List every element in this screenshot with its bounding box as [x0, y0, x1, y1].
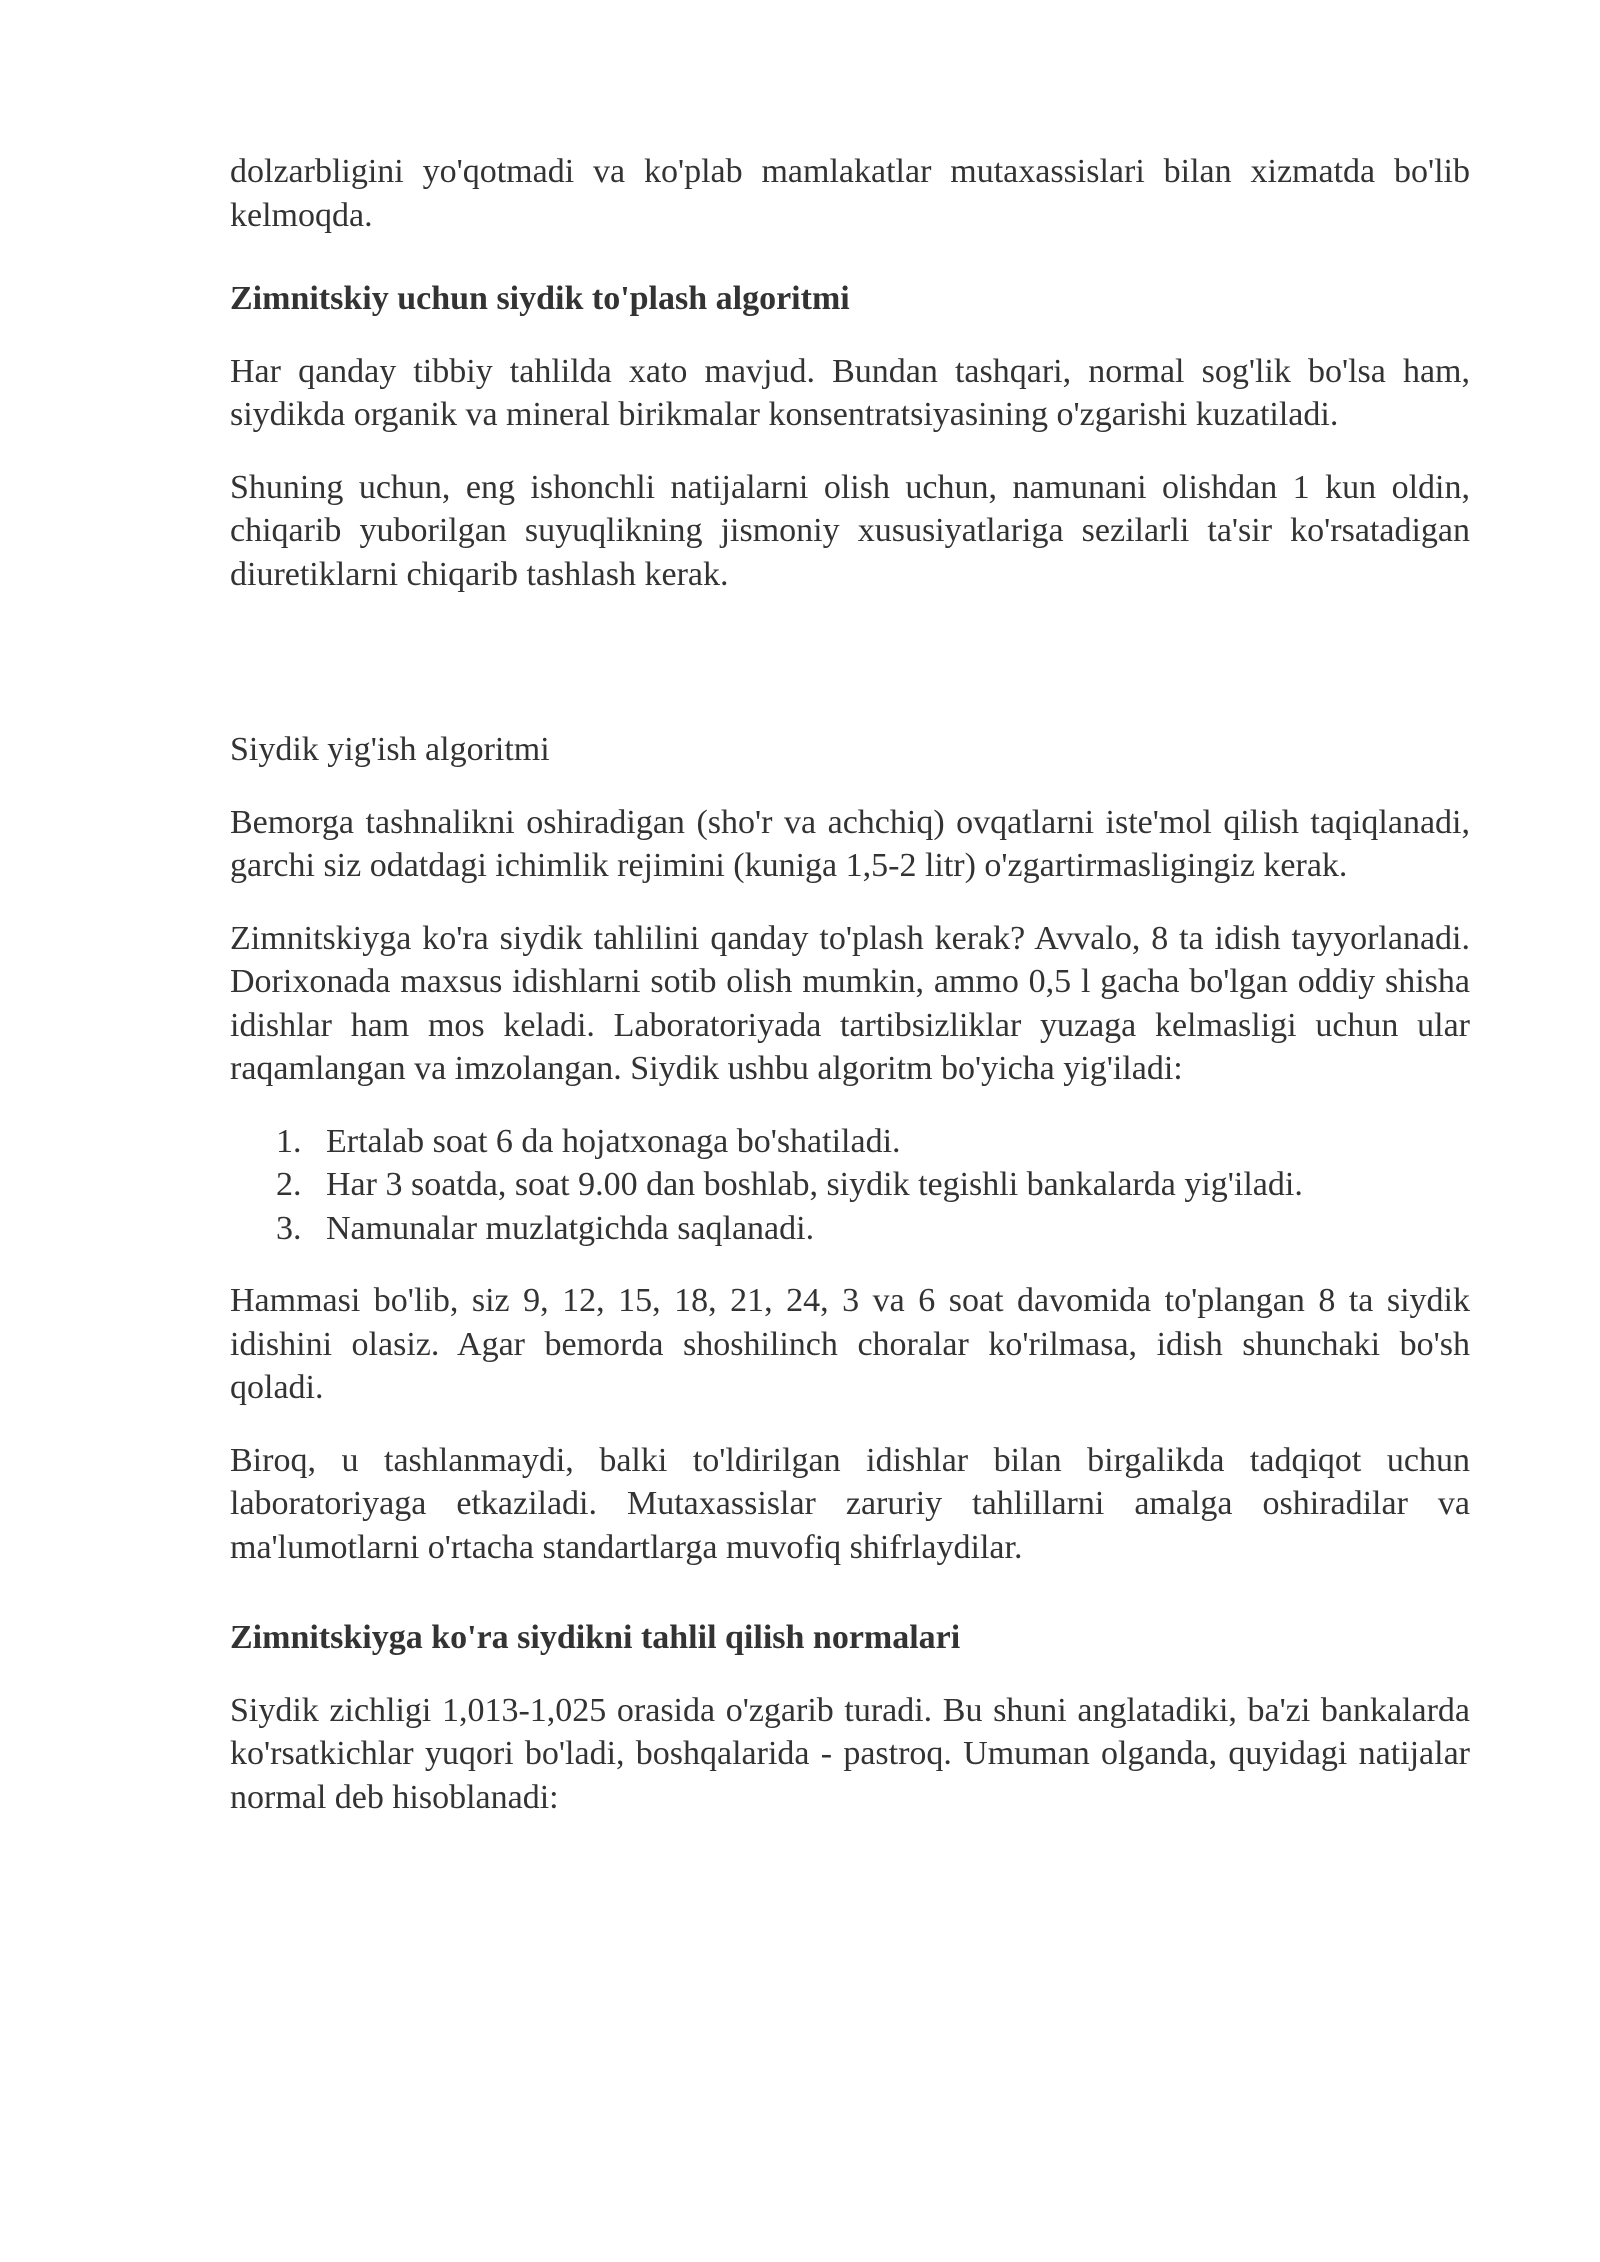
list-item-number: 1.	[276, 1122, 302, 1160]
section-heading-collection-algorithm: Zimnitskiy uchun siydik to'plash algoritmi	[230, 280, 850, 317]
list-item	[230, 1207, 1470, 1251]
section-heading-analysis-norms: Zimnitskiyga ko'ra siydikni tahlil qilish normalari	[230, 1619, 961, 1656]
collection-steps-list	[230, 1120, 1470, 1251]
list-item	[230, 1120, 1470, 1164]
list-item-number: 3.	[276, 1209, 302, 1247]
list-item-number: 2.	[276, 1166, 302, 1203]
paragraph-containers: Zimnitskiyga ko'ra siydik tahlilini qanday to'plash kerak? Avvalo, 8 ta idish tayyorlanadi. Dorixonada maxsus idishlarni sotib olish mumkin, ammo 0,5 l gacha bo'lgan oddiy shisha idishlar ham mos keladi. Laboratoriyada tartibsizliklar yuzaga kelmasligi uchun ular raqamlangan va imzolangan. Siydik ushbu algoritm bo'yicha yig'iladi:	[230, 919, 1470, 1087]
intro-paragraph: dolzarbligini yo'qotmadi va ko'plab mamlakatlar mutaxassislari bilan xizmatda bo'lib kelmoqda.	[230, 153, 1470, 234]
paragraph-sample-count: Hammasi bo'lib, siz 9, 12, 15, 18, 21, 24, 3 va 6 soat davomida to'plangan 8 ta siydik idishini olasiz. Agar bemorda shoshilinch choralar ko'rilmasa, idish shunchaki bo'sh qoladi.	[230, 1282, 1470, 1406]
paragraph-analysis-errors: Har qanday tibbiy tahlilda xato mavjud. Bundan tashqari, normal sog'lik bo'lsa ham, siydikda organik va mineral birikmalar konsentratsiyasining o'zgarishi kuzatiladi.	[230, 352, 1470, 433]
paragraph-laboratory-delivery: Biroq, u tashlanmaydi, balki to'ldirilgan idishlar bilan birgalikda tadqiqot uchun laboratoriyaga etkaziladi. Mutaxassislar zaruriy tahlillarni amalga oshiradilar va ma'lumotlarni o'rtacha standartlarga muvofiq shifrlaydilar.	[230, 1441, 1470, 1566]
list-item-text: Ertalab soat 6 da hojatxonaga bo'shatiladi.	[326, 1122, 901, 1160]
paragraph-urine-density: Siydik zichligi 1,013-1,025 orasida o'zgarib turadi. Bu shuni anglatadiki, ba'zi bankalarda ko'rsatkichlar yuqori bo'ladi, boshqalarida - pastroq. Umuman olganda, quyidagi natijalar normal deb hisoblanadi:	[230, 1691, 1470, 1816]
paragraph-diet-restrictions: Bemorga tashnalikni oshiradigan (sho'r va achchiq) ovqatlarni iste'mol qilish taqiqlanadi, garchi siz odatdagi ichimlik rejimini (kuniga 1,5-2 litr) o'zgartirmasligingiz kerak.	[230, 803, 1470, 884]
list-item-text: Har 3 soatda, soat 9.00 dan boshlab, siydik tegishli bankalarda yig'iladi.	[326, 1166, 1303, 1203]
paragraph-diuretics: Shuning uchun, eng ishonchli natijalarni olish uchun, namunani olishdan 1 kun oldin, chiqarib yuborilgan suyuqlikning jismoniy xususiyatlariga sezilarli ta'sir ko'rsatadigan diuretiklarni chiqarib tashlash kerak.	[230, 468, 1470, 593]
document-page	[230, 150, 1470, 1819]
subheading-urine-collection: Siydik yig'ish algoritmi	[230, 731, 550, 768]
list-item-text: Namunalar muzlatgichda saqlanadi.	[326, 1209, 815, 1247]
list-item	[230, 1163, 1470, 1207]
